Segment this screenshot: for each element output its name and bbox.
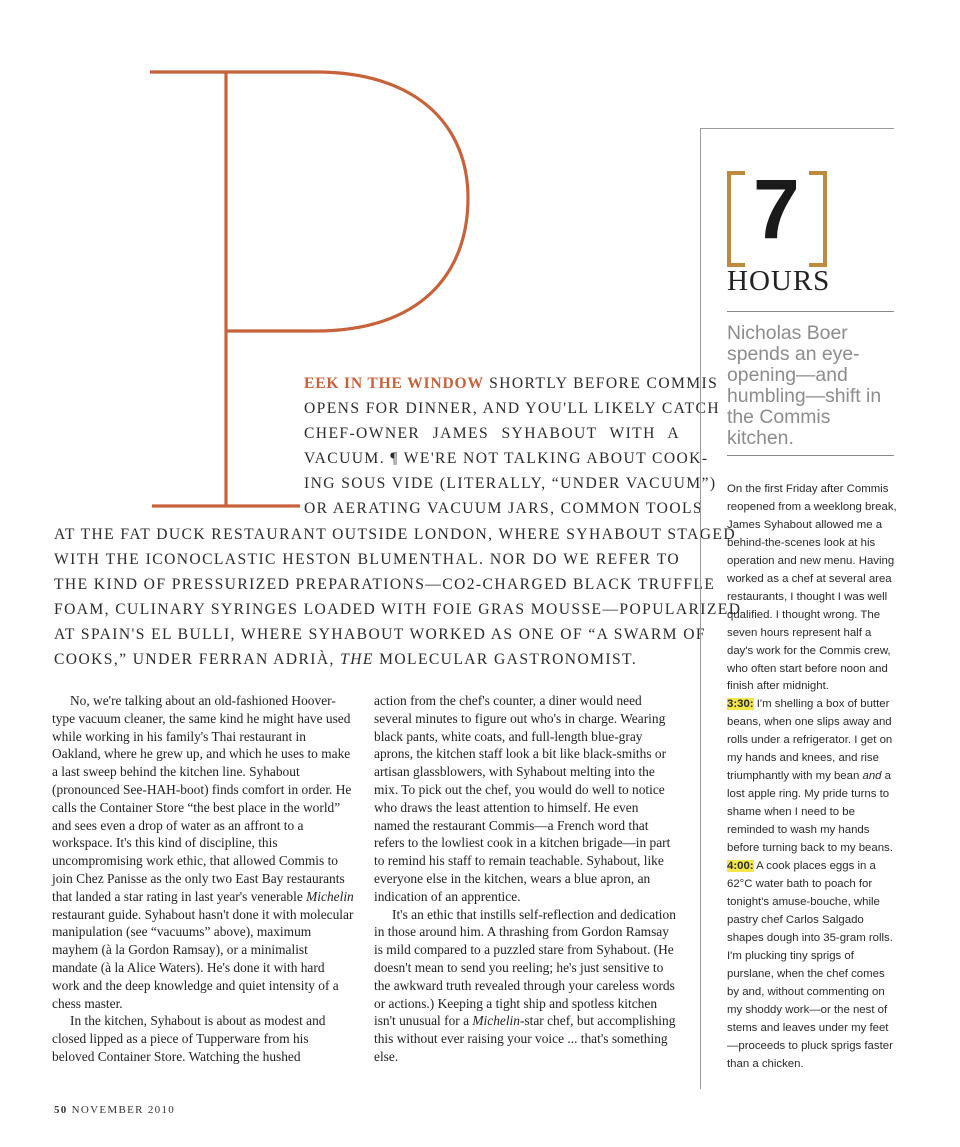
lead-line: AT THE FAT DUCK RESTAURANT OUTSIDE LONDON, WHERE SYHABOUT STAGED [54, 526, 736, 543]
issue-date: NOVEMBER 2010 [71, 1104, 176, 1116]
body-paragraph: No, we're talking about an old-fashioned Hoover-type vacuum cleaner, the same kind he might have used while working in his family's Thai restaurant in Oakland, where he grew up, and which he uses to make a last sweep behind the kitchen line. Syhabout (pronounced See-HAH-boot) finds comfort in order. He calls the Container Store “the best place in the world” and sees even a drop of water as an affront to a workspace. It's this kind of discipline, this uncompromising work ethic, that allowed Commis to join Chez Panisse as the only two East Bay restaurants that landed a star rating in last year's venerable Michelin restaurant guide. Syhabout hasn't done it with molecular manipulation (see “vacuums” above), maximum mayhem (à la Gordon Ramsay), or a minimalist mandate (à la Alice Waters). He's done it with hard work and the deep knowledge and quiet intensity of a chess master. [52, 693, 354, 1011]
lead-line-last: COOKS,” UNDER FERRAN ADRIÀ, THE MOLECULAR GASTRONOMIST. [54, 651, 638, 668]
lead-line: OR AERATING VACUUM JARS, COMMON TOOLS [304, 500, 703, 517]
lead-line: FOAM, CULINARY SYRINGES LOADED WITH FOIE GRAS MOUSSE—POPULARIZED [54, 601, 742, 618]
lead-paragraph-top [304, 371, 721, 521]
divider [727, 311, 894, 312]
lead-line: EEK IN THE WINDOW SHORTLY BEFORE COMMIS [304, 375, 719, 392]
body-column-1 [52, 692, 354, 1066]
lead-line: OPENS FOR DINNER, AND YOU'LL LIKELY CATCH [304, 400, 721, 417]
hours-number: 7 [753, 162, 800, 256]
body-paragraph: action from the chef's counter, a diner would need several minutes to figure out who's in charge. Wearing black pants, white coats, and full-length blue-gray aprons, the kitchen staff look a bit like black-smiths or artisan glassblowers, with Syhabout melting into the mix. To pick out the chef, you would do well to notice who draws the least attention to himself. He even named the restaurant Commis—a French word that refers to the lowliest cook in a kitchen brigade—in part to remind his staff to remain teachable. Syhabout, like everyone else in the kitchen, wears a blue apron, an indication of an apprentice. [374, 693, 671, 904]
sidebar-deck: Nicholas Boer spends an eye-opening—and humbling—shift in the Commis kitchen. [727, 322, 882, 449]
time-marker: 4:00: [727, 860, 754, 873]
sidebar-body [727, 481, 899, 1073]
lead-paragraph-bottom [54, 522, 742, 672]
lead-line: THE KIND OF PRESSURIZED PREPARATIONS—CO2-CHARGED BLACK TRUFFLE [54, 576, 716, 593]
lead-line: CHEF-OWNER JAMES SYHABOUT WITH A [304, 425, 680, 442]
body-paragraph: It's an ethic that instills self-reflection and dedication in those around him. A thrashing from Gordon Ramsay is mild compared to a puzzled stare from Syhabout. (He doesn't mean to send you reeling; he's just sensitive to the awkward truth revealed through your careless words or actions.) Keeping a tight ship and spotless kitchen isn't unusual for a Michelin-star chef, but accomplishing this without ever raising your voice ... that's something else. [374, 906, 676, 1064]
left-bracket [727, 171, 745, 267]
lead-line: ING SOUS VIDE (LITERALLY, “UNDER VACUUM”) [304, 475, 717, 492]
body-paragraph: In the kitchen, Syhabout is about as modest and closed lipped as a piece of Tupperware from his beloved Container Store. Watching the hushed [52, 1013, 326, 1064]
right-bracket [809, 171, 827, 267]
lead-line: AT SPAIN'S EL BULLI, WHERE SYHABOUT WORKED AS ONE OF “A SWARM OF [54, 626, 706, 643]
lead-line: WITH THE ICONOCLASTIC HESTON BLUMENTHAL. NOR DO WE REFER TO [54, 551, 680, 568]
big-number [727, 162, 831, 269]
divider [727, 455, 894, 456]
time-marker: 3:30: [727, 698, 754, 711]
body-column-2 [374, 692, 676, 1066]
page-folio [54, 1104, 175, 1116]
sidebar-paragraph: On the first Friday after Commis reopened from a weeklong break, James Syhabout allowed me a behind-the-scenes look at his operation and new menu. Having worked as a chef at several area restaurants, I thought I was well qualified. I thought wrong. The seven hours represent half a day's work for the Commis crew, who often start before noon and finish after midnight. 3:30: I'm shelling a box of butter beans, when one slips away and rolls under a refrigerator. I get on my hands and knees, and rise triumphantly with my bean and a lost apple ring. My pride turns to shame when I need to be reminded to wash my hands before turning back to my beans. 4:00: A cook places eggs in a 62°C water bath to poach for tonight's amuse-bouche, while pastry chef Carlos Salgado shapes dough into 35-gram rolls. I'm plucking tiny sprigs of purslane, when the chef comes by and, without commenting on my shoddy work—or the nest of stems and leaves under my feet—proceeds to pluck sprigs faster than a chicken. [727, 483, 897, 1070]
hours-label: HOURS [727, 265, 831, 297]
sidebar [700, 128, 897, 1089]
lead-line: VACUUM. ¶ WE'RE NOT TALKING ABOUT COOK- [304, 450, 709, 467]
page-number: 50 [54, 1104, 68, 1116]
kicker: EEK IN THE WINDOW [304, 375, 484, 392]
